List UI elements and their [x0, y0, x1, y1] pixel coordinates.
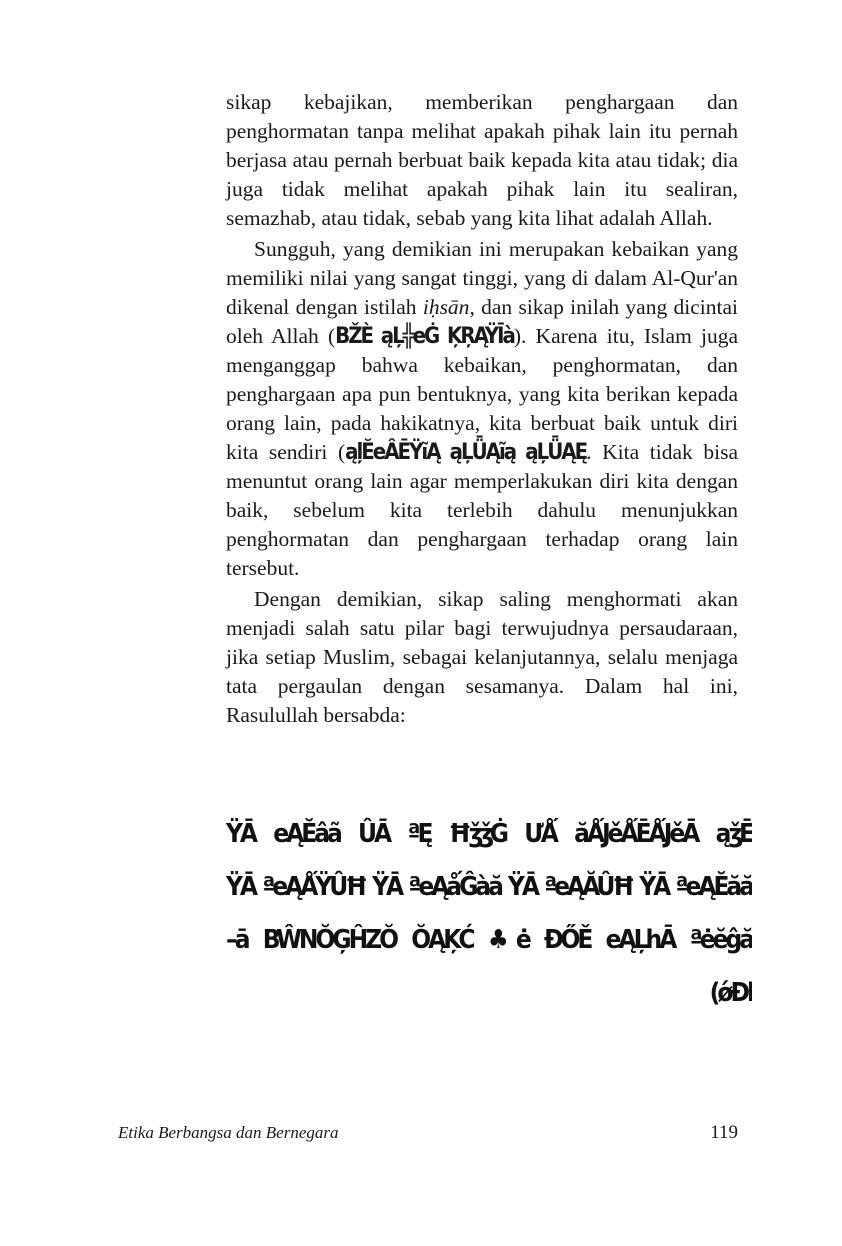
- paragraph-3: Dengan demikian, sikap saling menghormati akan menjadi salah satu pilar bagi terwujudnya persaudaraan, jika setiap Muslim, sebagai kelanjutannya, selalu menjaga tata pergaulan dengan sesamanya. Dalam hal ini, Rasulullah bersabda:: [226, 587, 738, 727]
- body-text: [226, 88, 738, 730]
- arabic-citation-1: BŽÈ ąĻ╬eĠ ĶŖĄŸĪà: [335, 324, 514, 349]
- paragraph-2-text-c: ). Karena itu, Islam juga menganggap bahwa kebaikan, penghormatan, dan penghargaan apa pun bentuknya, yang kita berikan kepada orang lain, pada hakikatnya, kita berbuat baik untuk diri kita sendiri (: [226, 324, 738, 464]
- hadith-quote: [226, 812, 752, 1024]
- paragraph-1: sikap kebajikan, memberikan penghargaan dan penghormatan tanpa melihat apakah pihak lain itu pernah berjasa atau pernah berbuat baik kepada kita atau tidak; dia juga tidak melihat apakah pihak lain itu sealiran, semazhab, atau tidak, sebab yang kita lihat adalah Allah.: [226, 90, 738, 230]
- hadith-line-1: ŸĀ eĄĔâã ÛĀ ªĘ ĦǯǯĠ ƯǺ ăǺJěǺĒǺJěĀ ąǯĒ: [226, 819, 752, 849]
- arabic-citation-2: ąļĔeÂĒŸĩĄ ąĻǕĄĩą ąĻǕĄĘ: [345, 440, 587, 465]
- page-number: 119: [710, 1122, 738, 1143]
- hadith-line-4: (ǿĐl: [709, 978, 752, 1008]
- paragraph-2: [226, 235, 738, 583]
- paragraph-2-text-a: Sungguh, yang demikian ini merupakan kebaikan yang memiliki nilai yang sangat tinggi, yang di dalam Al-Qur'an dikenal dengan istilah: [226, 237, 738, 319]
- page-footer: [118, 1122, 738, 1144]
- hadith-line-2: ŸĀ ªeĄǺŸÛĦ ŸĀ ªeĄǻĜàă ŸĀ ªeĄĂÛĦ ŸĀ ªeĄĔăă: [226, 872, 752, 902]
- hadith-line-3: –ā BŴNŎĢĤZŎ ŎĄĶĆ ♣ė ĐŐĚ eĄĻhĀ ªėĕĝă: [226, 925, 752, 955]
- term-ihsan: iḥsān: [422, 295, 470, 319]
- running-footer-title: Etika Berbangsa dan Bernegara: [118, 1123, 339, 1142]
- paragraph-2-text-b: , dan sikap inilah yang dicintai oleh Allah (: [226, 295, 738, 348]
- paragraph-2-text-d: . Kita tidak bisa menuntut orang lain agar memperlakukan diri kita dengan baik, sebelum kita terlebih dahulu menunjukkan penghormatan dan penghargaan terhadap orang lain tersebut.: [226, 440, 739, 580]
